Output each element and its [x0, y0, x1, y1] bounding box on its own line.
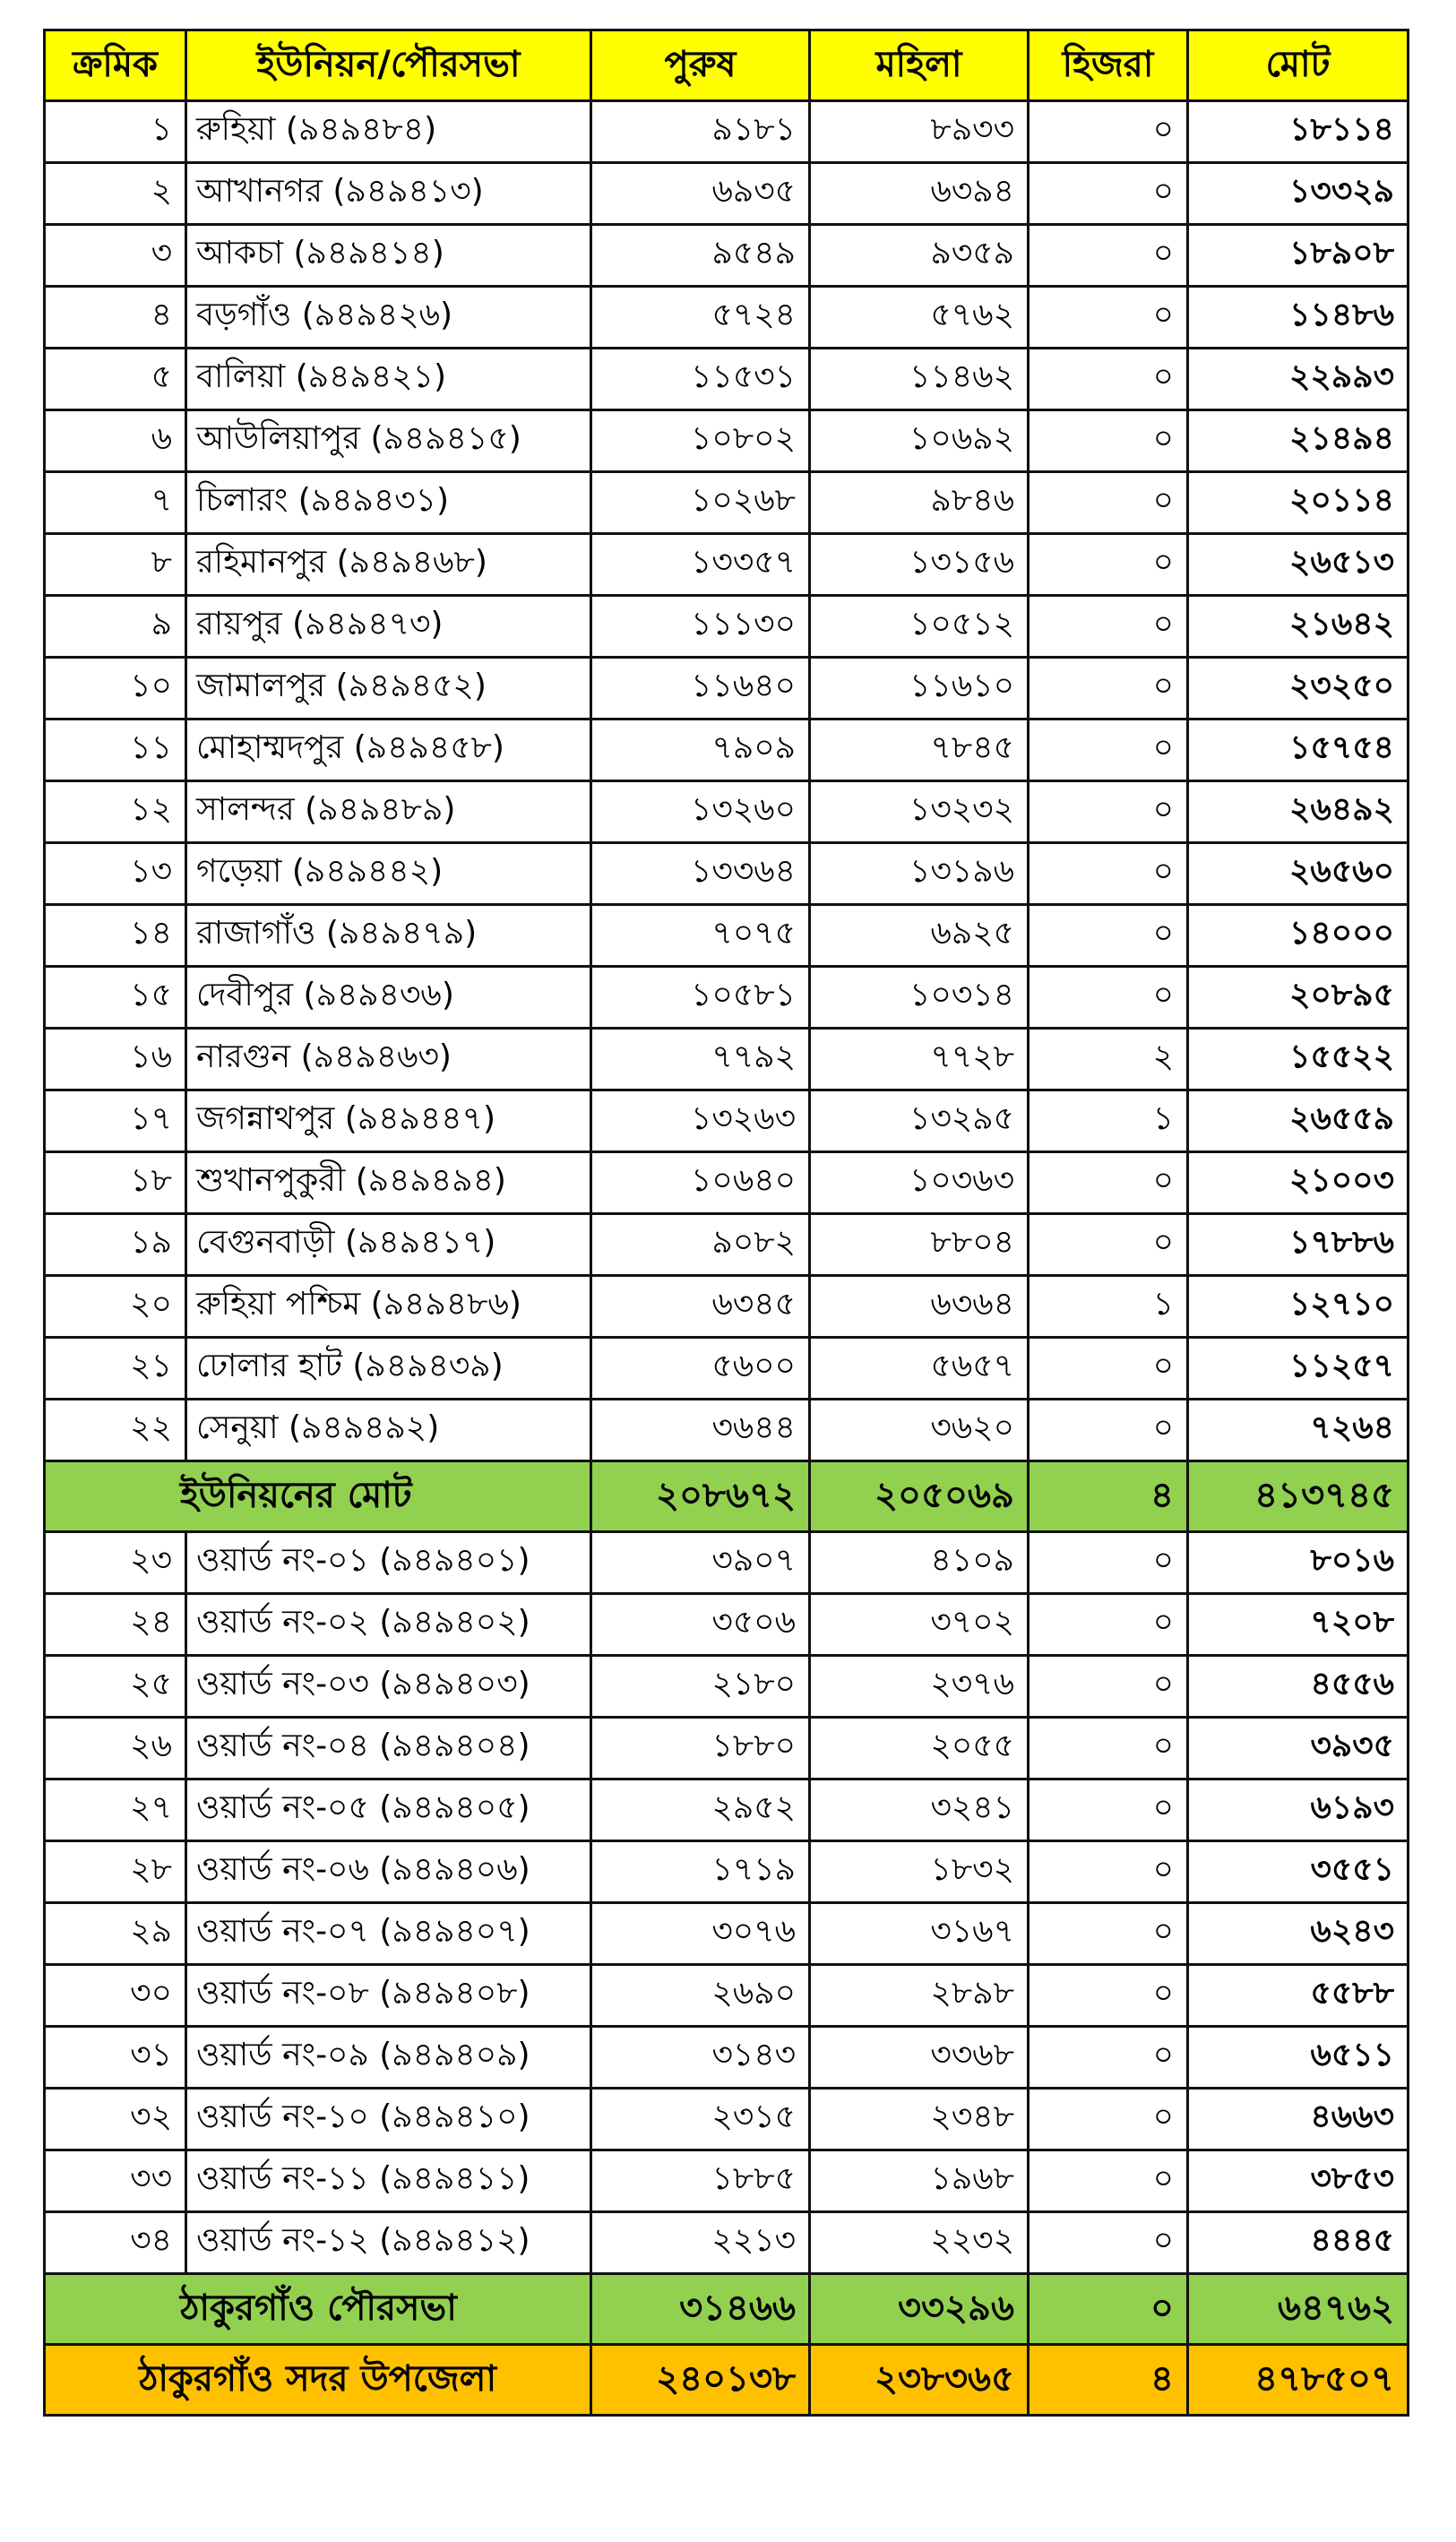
cell-total: ২১০০৩ [1188, 1152, 1409, 1214]
cell-hijra: ০ [1029, 287, 1188, 349]
cell-total: ৮০১৬ [1188, 1532, 1409, 1594]
population-table [43, 29, 1409, 2417]
ward-total-hijra: ০ [1029, 2274, 1188, 2345]
cell-female: ১০৩১৪ [810, 967, 1029, 1029]
cell-union-name: চিলারং (৯৪৯৪৩১) [186, 472, 591, 534]
cell-hijra: ০ [1029, 1214, 1188, 1276]
totals-section [45, 2274, 1409, 2416]
cell-total: ৬৫১১ [1188, 2027, 1409, 2089]
ward-total-female: ৩৩২৯৬ [810, 2274, 1029, 2345]
cell-total: ৭২৬৪ [1188, 1400, 1409, 1461]
cell-male: ৩১৪৩ [591, 2027, 810, 2089]
cell-union-name: মোহাম্মদপুর (৯৪৯৪৫৮) [186, 720, 591, 781]
cell-serial: ৩ [45, 225, 186, 287]
cell-male: ১৮৮৫ [591, 2150, 810, 2212]
cell-serial: ৩৪ [45, 2212, 186, 2274]
cell-total: ২৬৪৯২ [1188, 781, 1409, 843]
cell-union-name: গড়েয়া (৯৪৯৪৪২) [186, 843, 591, 905]
table-row [45, 658, 1409, 720]
cell-total: ৪৪৪৫ [1188, 2212, 1409, 2274]
cell-male: ২২১৩ [591, 2212, 810, 2274]
cell-male: ১৭১৯ [591, 1841, 810, 1903]
header-serial: ক্রমিক [45, 30, 186, 101]
cell-female: ৩৭০২ [810, 1594, 1029, 1656]
cell-serial: ১৪ [45, 905, 186, 967]
cell-serial: ৩১ [45, 2027, 186, 2089]
cell-male: ১০৬৪০ [591, 1152, 810, 1214]
ward-total-male: ৩১৪৬৬ [591, 2274, 810, 2345]
cell-male: ৩৯০৭ [591, 1532, 810, 1594]
cell-total: ২০৮৯৫ [1188, 967, 1409, 1029]
cell-male: ২৯৫২ [591, 1779, 810, 1841]
cell-hijra: ০ [1029, 2212, 1188, 2274]
cell-serial: ৩০ [45, 1965, 186, 2027]
cell-union-name: রুহিয়া পশ্চিম (৯৪৯৪৮৬) [186, 1276, 591, 1338]
ward-rows [45, 1532, 1409, 2274]
cell-female: ৪১০৯ [810, 1532, 1029, 1594]
cell-total: ১৭৮৮৬ [1188, 1214, 1409, 1276]
table-row [45, 1594, 1409, 1656]
cell-male: ১৩৩৬৪ [591, 843, 810, 905]
grand-total-total: ৪৭৮৫০৭ [1188, 2345, 1409, 2416]
table-row [45, 2089, 1409, 2150]
cell-hijra: ০ [1029, 967, 1188, 1029]
cell-total: ১৫৫২২ [1188, 1029, 1409, 1090]
table-row [45, 1029, 1409, 1090]
cell-serial: ৯ [45, 596, 186, 658]
table-row [45, 720, 1409, 781]
cell-hijra: ০ [1029, 1779, 1188, 1841]
header-total: মোট [1188, 30, 1409, 101]
union-total-label: ইউনিয়নের মোট [45, 1461, 591, 1532]
cell-male: ৯৫৪৯ [591, 225, 810, 287]
cell-union-name: ওয়ার্ড নং-১২ (৯৪৯৪১২) [186, 2212, 591, 2274]
cell-union-name: আখানগর (৯৪৯৪১৩) [186, 163, 591, 225]
table-row [45, 287, 1409, 349]
cell-hijra: ০ [1029, 1338, 1188, 1400]
cell-male: ১০৫৮১ [591, 967, 810, 1029]
cell-total: ৩৯৩৫ [1188, 1718, 1409, 1779]
cell-female: ৯৩৫৯ [810, 225, 1029, 287]
cell-union-name: ওয়ার্ড নং-০৪ (৯৪৯৪০৪) [186, 1718, 591, 1779]
union-rows [45, 101, 1409, 1461]
cell-male: ৭৯০৯ [591, 720, 810, 781]
cell-serial: ২২ [45, 1400, 186, 1461]
cell-female: ৭৭২৮ [810, 1029, 1029, 1090]
table-row [45, 101, 1409, 163]
cell-serial: ১৬ [45, 1029, 186, 1090]
cell-hijra: ০ [1029, 658, 1188, 720]
cell-union-name: নারগুন (৯৪৯৪৬৩) [186, 1029, 591, 1090]
table-row [45, 1965, 1409, 2027]
table-row [45, 1338, 1409, 1400]
cell-female: ২০৫৫ [810, 1718, 1029, 1779]
cell-union-name: ঢোলার হাট (৯৪৯৪৩৯) [186, 1338, 591, 1400]
cell-female: ৩৬২০ [810, 1400, 1029, 1461]
cell-female: ১১৬১০ [810, 658, 1029, 720]
cell-union-name: ওয়ার্ড নং-০৭ (৯৪৯৪০৭) [186, 1903, 591, 1965]
grand-total-male: ২৪০১৩৮ [591, 2345, 810, 2416]
cell-female: ২২৩২ [810, 2212, 1029, 2274]
cell-male: ২৬৯০ [591, 1965, 810, 2027]
cell-hijra: ০ [1029, 781, 1188, 843]
cell-female: ১৯৬৮ [810, 2150, 1029, 2212]
table-row [45, 534, 1409, 596]
cell-serial: ৪ [45, 287, 186, 349]
table-row [45, 225, 1409, 287]
cell-male: ১৮৮০ [591, 1718, 810, 1779]
cell-union-name: বালিয়া (৯৪৯৪২১) [186, 349, 591, 410]
cell-union-name: ওয়ার্ড নং-০৫ (৯৪৯৪০৫) [186, 1779, 591, 1841]
cell-serial: ১ [45, 101, 186, 163]
cell-hijra: ০ [1029, 1965, 1188, 2027]
cell-serial: ৩২ [45, 2089, 186, 2150]
table-row [45, 2027, 1409, 2089]
cell-total: ২৬৫১৩ [1188, 534, 1409, 596]
cell-total: ৬২৪৩ [1188, 1903, 1409, 1965]
cell-hijra: ০ [1029, 349, 1188, 410]
grand-total-row [45, 2345, 1409, 2416]
cell-serial: ২৯ [45, 1903, 186, 1965]
cell-female: ১০৫১২ [810, 596, 1029, 658]
cell-hijra: ০ [1029, 843, 1188, 905]
cell-hijra: ০ [1029, 2089, 1188, 2150]
cell-hijra: ০ [1029, 101, 1188, 163]
cell-union-name: আকচা (৯৪৯৪১৪) [186, 225, 591, 287]
cell-total: ২২৯৯৩ [1188, 349, 1409, 410]
table-row [45, 1214, 1409, 1276]
cell-serial: ২৪ [45, 1594, 186, 1656]
cell-union-name: ওয়ার্ড নং-০৮ (৯৪৯৪০৮) [186, 1965, 591, 2027]
table-row [45, 472, 1409, 534]
cell-serial: ২৫ [45, 1656, 186, 1718]
table-row [45, 843, 1409, 905]
cell-union-name: জগন্নাথপুর (৯৪৯৪৪৭) [186, 1090, 591, 1152]
union-total-hijra: ৪ [1029, 1461, 1188, 1532]
cell-total: ৪৬৬৩ [1188, 2089, 1409, 2150]
cell-male: ২১৮০ [591, 1656, 810, 1718]
cell-female: ৩১৬৭ [810, 1903, 1029, 1965]
cell-male: ৩৬৪৪ [591, 1400, 810, 1461]
table-row [45, 905, 1409, 967]
cell-female: ১০৬৯২ [810, 410, 1029, 472]
cell-union-name: ওয়ার্ড নং-১১ (৯৪৯৪১১) [186, 2150, 591, 2212]
cell-serial: ৬ [45, 410, 186, 472]
table-row [45, 1841, 1409, 1903]
cell-union-name: ওয়ার্ড নং-০৬ (৯৪৯৪০৬) [186, 1841, 591, 1903]
table-row [45, 1400, 1409, 1461]
grand-total-hijra: ৪ [1029, 2345, 1188, 2416]
cell-serial: ২০ [45, 1276, 186, 1338]
union-total-section [45, 1461, 1409, 1532]
cell-union-name: রায়পুর (৯৪৯৪৭৩) [186, 596, 591, 658]
cell-hijra: ০ [1029, 1841, 1188, 1903]
grand-total-female: ২৩৮৩৬৫ [810, 2345, 1029, 2416]
header-female: মহিলা [810, 30, 1029, 101]
cell-male: ১৩৩৫৭ [591, 534, 810, 596]
cell-serial: ২৮ [45, 1841, 186, 1903]
cell-male: ১০৮০২ [591, 410, 810, 472]
cell-female: ৩২৪১ [810, 1779, 1029, 1841]
cell-total: ৬১৯৩ [1188, 1779, 1409, 1841]
cell-female: ৮৮০৪ [810, 1214, 1029, 1276]
cell-serial: ২৩ [45, 1532, 186, 1594]
cell-total: ১১৪৮৬ [1188, 287, 1409, 349]
table-row [45, 1532, 1409, 1594]
cell-female: ১৮৩২ [810, 1841, 1029, 1903]
cell-total: ১২৭১০ [1188, 1276, 1409, 1338]
cell-total: ১৩৩২৯ [1188, 163, 1409, 225]
cell-female: ৫৭৬২ [810, 287, 1029, 349]
cell-serial: ২৬ [45, 1718, 186, 1779]
cell-female: ১৩২৩২ [810, 781, 1029, 843]
cell-female: ১৩১৯৬ [810, 843, 1029, 905]
cell-hijra: ১ [1029, 1090, 1188, 1152]
cell-female: ৯৮৪৬ [810, 472, 1029, 534]
cell-serial: ৩৩ [45, 2150, 186, 2212]
cell-serial: ১৫ [45, 967, 186, 1029]
ward-total-label: ঠাকুরগাঁও পৌরসভা [45, 2274, 591, 2345]
union-total-female: ২০৫০৬৯ [810, 1461, 1029, 1532]
header-male: পুরুষ [591, 30, 810, 101]
table-row [45, 1779, 1409, 1841]
cell-serial: ৭ [45, 472, 186, 534]
cell-serial: ২১ [45, 1338, 186, 1400]
cell-female: ৮৯৩৩ [810, 101, 1029, 163]
table-row [45, 2212, 1409, 2274]
cell-hijra: ০ [1029, 1903, 1188, 1965]
cell-total: ৩৫৫১ [1188, 1841, 1409, 1903]
cell-union-name: সালন্দর (৯৪৯৪৮৯) [186, 781, 591, 843]
cell-female: ৭৮৪৫ [810, 720, 1029, 781]
cell-male: ১১৬৪০ [591, 658, 810, 720]
cell-union-name: দেবীপুর (৯৪৯৪৩৬) [186, 967, 591, 1029]
cell-hijra: ০ [1029, 1532, 1188, 1594]
table-row [45, 2150, 1409, 2212]
cell-male: ২৩১৫ [591, 2089, 810, 2150]
cell-female: ১৩২৯৫ [810, 1090, 1029, 1152]
union-total-total: ৪১৩৭৪৫ [1188, 1461, 1409, 1532]
cell-union-name: শুখানপুকুরী (৯৪৯৪৯৪) [186, 1152, 591, 1214]
cell-male: ১৩২৬০ [591, 781, 810, 843]
cell-total: ১১২৫৭ [1188, 1338, 1409, 1400]
cell-total: ১৪০০০ [1188, 905, 1409, 967]
cell-hijra: ০ [1029, 225, 1188, 287]
cell-serial: ১৯ [45, 1214, 186, 1276]
cell-female: ১১৪৬২ [810, 349, 1029, 410]
cell-hijra: ০ [1029, 1656, 1188, 1718]
population-table-wrapper [43, 29, 1407, 2417]
cell-male: ৬৯৩৫ [591, 163, 810, 225]
cell-male: ১১৫৩১ [591, 349, 810, 410]
table-row [45, 967, 1409, 1029]
cell-hijra: ০ [1029, 163, 1188, 225]
cell-total: ৭২০৮ [1188, 1594, 1409, 1656]
cell-union-name: ওয়ার্ড নং-০১ (৯৪৯৪০১) [186, 1532, 591, 1594]
cell-hijra: ০ [1029, 2150, 1188, 2212]
cell-union-name: সেনুয়া (৯৪৯৪৯২) [186, 1400, 591, 1461]
cell-union-name: ওয়ার্ড নং-০৩ (৯৪৯৪০৩) [186, 1656, 591, 1718]
cell-serial: ১৩ [45, 843, 186, 905]
cell-male: ৫৬০০ [591, 1338, 810, 1400]
cell-hijra: ০ [1029, 1400, 1188, 1461]
cell-union-name: রাজাগাঁও (৯৪৯৪৭৯) [186, 905, 591, 967]
cell-hijra: ০ [1029, 905, 1188, 967]
cell-union-name: রুহিয়া (৯৪৯৪৮৪) [186, 101, 591, 163]
cell-female: ৬৩৬৪ [810, 1276, 1029, 1338]
cell-serial: ১৮ [45, 1152, 186, 1214]
cell-hijra: ০ [1029, 410, 1188, 472]
cell-union-name: ওয়ার্ড নং-০৯ (৯৪৯৪০৯) [186, 2027, 591, 2089]
cell-hijra: ০ [1029, 1718, 1188, 1779]
cell-male: ৭৭৯২ [591, 1029, 810, 1090]
table-row [45, 163, 1409, 225]
cell-female: ১০৩৬৩ [810, 1152, 1029, 1214]
cell-total: ১৫৭৫৪ [1188, 720, 1409, 781]
cell-total: ২১৪৯৪ [1188, 410, 1409, 472]
cell-male: ১৩২৬৩ [591, 1090, 810, 1152]
cell-serial: ৫ [45, 349, 186, 410]
cell-hijra: ০ [1029, 720, 1188, 781]
cell-total: ২১৬৪২ [1188, 596, 1409, 658]
cell-total: ২৬৫৬০ [1188, 843, 1409, 905]
cell-hijra: ০ [1029, 472, 1188, 534]
table-row [45, 1276, 1409, 1338]
cell-female: ৬৩৯৪ [810, 163, 1029, 225]
cell-serial: ১১ [45, 720, 186, 781]
cell-male: ৩০৭৬ [591, 1903, 810, 1965]
cell-hijra: ০ [1029, 534, 1188, 596]
cell-union-name: ওয়ার্ড নং-১০ (৯৪৯৪১০) [186, 2089, 591, 2150]
cell-total: ৩৮৫৩ [1188, 2150, 1409, 2212]
cell-total: ২০১১৪ [1188, 472, 1409, 534]
cell-total: ৫৫৮৮ [1188, 1965, 1409, 2027]
cell-serial: ১০ [45, 658, 186, 720]
table-row [45, 1903, 1409, 1965]
table-row [45, 1718, 1409, 1779]
table-row [45, 781, 1409, 843]
table-row [45, 1656, 1409, 1718]
cell-union-name: ওয়ার্ড নং-০২ (৯৪৯৪০২) [186, 1594, 591, 1656]
cell-serial: ২ [45, 163, 186, 225]
table-row [45, 596, 1409, 658]
header-union: ইউনিয়ন/পৌরসভা [186, 30, 591, 101]
grand-total-label: ঠাকুরগাঁও সদর উপজেলা [45, 2345, 591, 2416]
cell-hijra: ০ [1029, 2027, 1188, 2089]
cell-union-name: আউলিয়াপুর (৯৪৯৪১৫) [186, 410, 591, 472]
cell-serial: ২৭ [45, 1779, 186, 1841]
ward-total-total: ৬৪৭৬২ [1188, 2274, 1409, 2345]
cell-hijra: ০ [1029, 596, 1188, 658]
header-row [45, 30, 1409, 101]
cell-male: ৫৭২৪ [591, 287, 810, 349]
cell-union-name: রহিমানপুর (৯৪৯৪৬৮) [186, 534, 591, 596]
cell-male: ৭০৭৫ [591, 905, 810, 967]
cell-female: ২৩৭৬ [810, 1656, 1029, 1718]
cell-female: ২৮৯৮ [810, 1965, 1029, 2027]
cell-hijra: ১ [1029, 1276, 1188, 1338]
table-row [45, 410, 1409, 472]
cell-serial: ১২ [45, 781, 186, 843]
cell-serial: ৮ [45, 534, 186, 596]
cell-total: ২৩২৫০ [1188, 658, 1409, 720]
cell-male: ১০২৬৮ [591, 472, 810, 534]
union-total-row [45, 1461, 1409, 1532]
cell-male: ৩৫০৬ [591, 1594, 810, 1656]
cell-female: ৬৯২৫ [810, 905, 1029, 967]
cell-hijra: ০ [1029, 1152, 1188, 1214]
cell-total: ১৮৯০৮ [1188, 225, 1409, 287]
cell-male: ৬৩৪৫ [591, 1276, 810, 1338]
cell-hijra: ০ [1029, 1594, 1188, 1656]
table-row [45, 1152, 1409, 1214]
cell-total: ২৬৫৫৯ [1188, 1090, 1409, 1152]
cell-serial: ১৭ [45, 1090, 186, 1152]
cell-hijra: ২ [1029, 1029, 1188, 1090]
table-row [45, 1090, 1409, 1152]
cell-male: ৯০৮২ [591, 1214, 810, 1276]
cell-union-name: বেগুনবাড়ী (৯৪৯৪১৭) [186, 1214, 591, 1276]
cell-female: ৩৩৬৮ [810, 2027, 1029, 2089]
cell-female: ১৩১৫৬ [810, 534, 1029, 596]
cell-union-name: জামালপুর (৯৪৯৪৫২) [186, 658, 591, 720]
cell-male: ১১১৩০ [591, 596, 810, 658]
header-hijra: হিজরা [1029, 30, 1188, 101]
union-total-male: ২০৮৬৭২ [591, 1461, 810, 1532]
cell-union-name: বড়গাঁও (৯৪৯৪২৬) [186, 287, 591, 349]
cell-female: ৫৬৫৭ [810, 1338, 1029, 1400]
cell-female: ২৩৪৮ [810, 2089, 1029, 2150]
cell-total: ৪৫৫৬ [1188, 1656, 1409, 1718]
ward-total-row [45, 2274, 1409, 2345]
cell-male: ৯১৮১ [591, 101, 810, 163]
table-row [45, 349, 1409, 410]
cell-total: ১৮১১৪ [1188, 101, 1409, 163]
